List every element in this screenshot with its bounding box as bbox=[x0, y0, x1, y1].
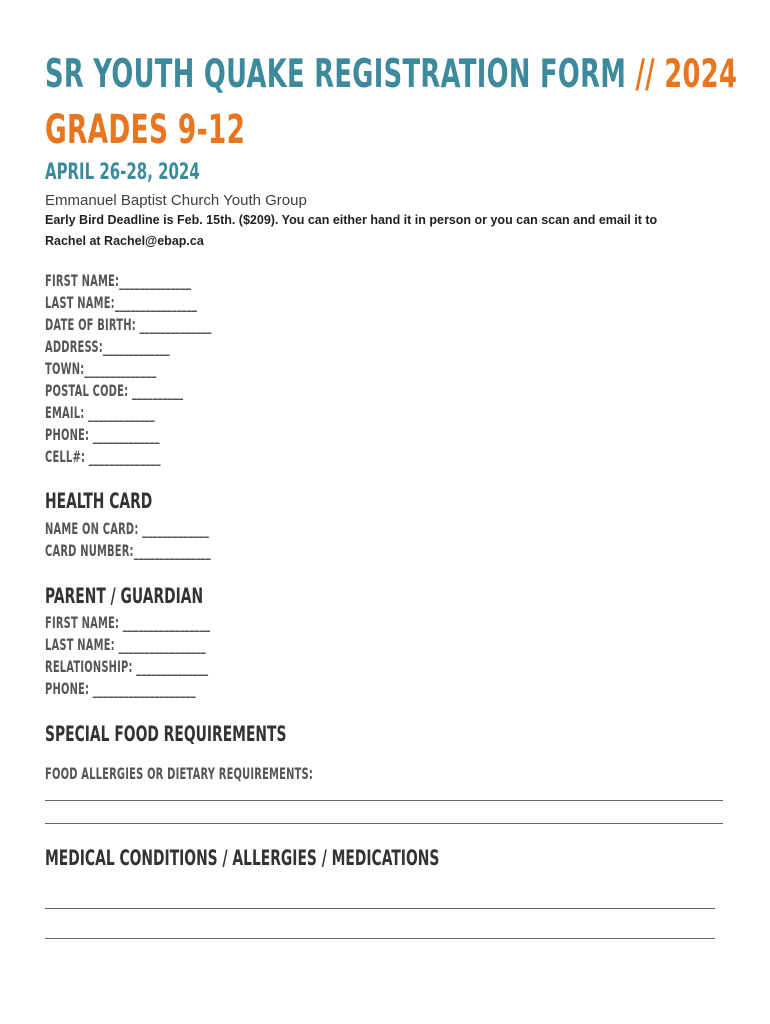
medical-answer-line-1[interactable] bbox=[45, 908, 715, 909]
address-field[interactable]: ADDRESS:_____________ bbox=[45, 337, 170, 356]
church-name: Emmanuel Baptist Church Youth Group bbox=[45, 192, 307, 209]
last-name-field[interactable]: LAST NAME:________________ bbox=[45, 293, 198, 312]
town-field[interactable]: TOWN:______________ bbox=[45, 359, 157, 378]
form-title bbox=[45, 52, 737, 97]
guardian-heading: PARENT / GUARDIAN bbox=[45, 584, 204, 608]
phone-field[interactable]: PHONE: _____________ bbox=[45, 425, 160, 444]
event-dates: APRIL 26-28, 2024 bbox=[45, 160, 200, 185]
deadline-notice-line-1: Early Bird Deadline is Feb. 15th. ($209). You can either hand it in person or you can scan and email it to bbox=[45, 213, 658, 227]
cell-field[interactable]: CELL#: ______________ bbox=[45, 447, 161, 466]
food-answer-line-1[interactable] bbox=[45, 800, 723, 801]
guardian-first-name-field[interactable]: FIRST NAME: _________________ bbox=[45, 613, 211, 632]
name-on-card-field[interactable]: NAME ON CARD: _____________ bbox=[45, 519, 210, 538]
deadline-notice-line-2: Rachel at Rachel@ebap.ca bbox=[45, 234, 204, 248]
guardian-phone-field[interactable]: PHONE: ____________________ bbox=[45, 679, 196, 698]
form-title-year: // 2024 bbox=[635, 52, 738, 97]
card-number-field[interactable]: CARD NUMBER:_______________ bbox=[45, 541, 211, 560]
first-name-field[interactable]: FIRST NAME:______________ bbox=[45, 271, 192, 290]
guardian-relationship-field[interactable]: RELATIONSHIP: ______________ bbox=[45, 657, 209, 676]
medical-answer-line-2[interactable] bbox=[45, 938, 715, 939]
email-field[interactable]: EMAIL: _____________ bbox=[45, 403, 155, 422]
food-requirements-heading: SPECIAL FOOD REQUIREMENTS bbox=[45, 722, 287, 746]
postal-code-field[interactable]: POSTAL CODE: __________ bbox=[45, 381, 184, 400]
form-title-text: SR YOUTH QUAKE REGISTRATION FORM bbox=[45, 52, 627, 97]
health-card-heading: HEALTH CARD bbox=[45, 489, 153, 513]
food-allergies-label: FOOD ALLERGIES OR DIETARY REQUIREMENTS: bbox=[45, 764, 314, 783]
grades-heading: GRADES 9-12 bbox=[45, 107, 246, 153]
date-of-birth-field[interactable]: DATE OF BIRTH: ______________ bbox=[45, 315, 212, 334]
food-answer-line-2[interactable] bbox=[45, 823, 723, 824]
guardian-last-name-field[interactable]: LAST NAME: _________________ bbox=[45, 635, 206, 654]
medical-conditions-heading: MEDICAL CONDITIONS / ALLERGIES / MEDICATIONS bbox=[45, 846, 440, 870]
